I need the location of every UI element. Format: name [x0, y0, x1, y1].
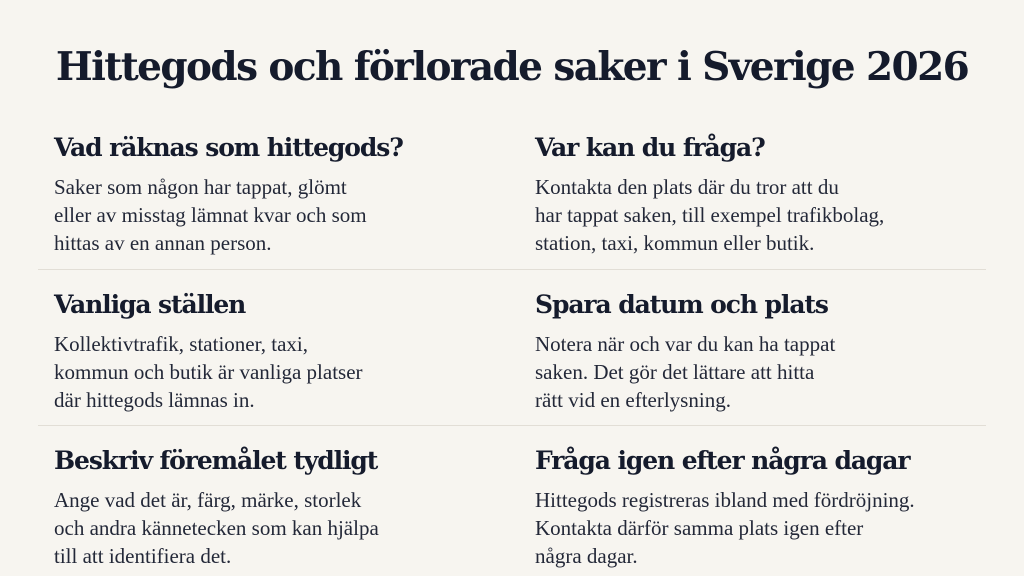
section-body: Kollektivtrafik, stationer, taxi, kommun och butik är vanliga platser där hittegods lämnas in. — [54, 332, 363, 412]
section-heading: Var kan du fråga? — [535, 133, 765, 162]
section-save-date-place — [535, 290, 975, 414]
section-common-places — [54, 290, 494, 414]
section-body: Kontakta den plats där du tror att du har tappat saken, till exempel trafikbolag, station, taxi, kommun eller butik. — [535, 175, 885, 255]
section-ask-again — [535, 446, 975, 570]
section-describe-item — [54, 446, 494, 570]
section-heading: Fråga igen efter några dagar — [535, 446, 910, 475]
section-heading: Beskriv föremålet tydligt — [54, 446, 378, 475]
section-body: Saker som någon har tappat, glömt eller av misstag lämnat kvar och som hittas av en annan person. — [54, 175, 367, 255]
section-body: Notera när och var du kan ha tappat saken. Det gör det lättare att hitta rätt vid en efterlysning. — [535, 332, 836, 412]
row-divider — [38, 269, 986, 270]
section-heading: Vad räknas som hittegods? — [54, 133, 403, 162]
page-title: Hittegods och förlorade saker i Sverige 2026 — [55, 44, 969, 90]
section-body: Hittegods registreras ibland med fördröjning. Kontakta därför samma plats igen efter några dagar. — [535, 488, 915, 568]
row-divider — [38, 425, 986, 426]
section-what-counts — [54, 133, 494, 257]
section-body: Ange vad det är, färg, märke, storlek och andra kännetecken som kan hjälpa till att identifiera det. — [54, 488, 379, 568]
section-where-to-ask — [535, 133, 975, 257]
section-heading: Vanliga ställen — [54, 290, 246, 319]
section-heading: Spara datum och plats — [535, 290, 828, 319]
